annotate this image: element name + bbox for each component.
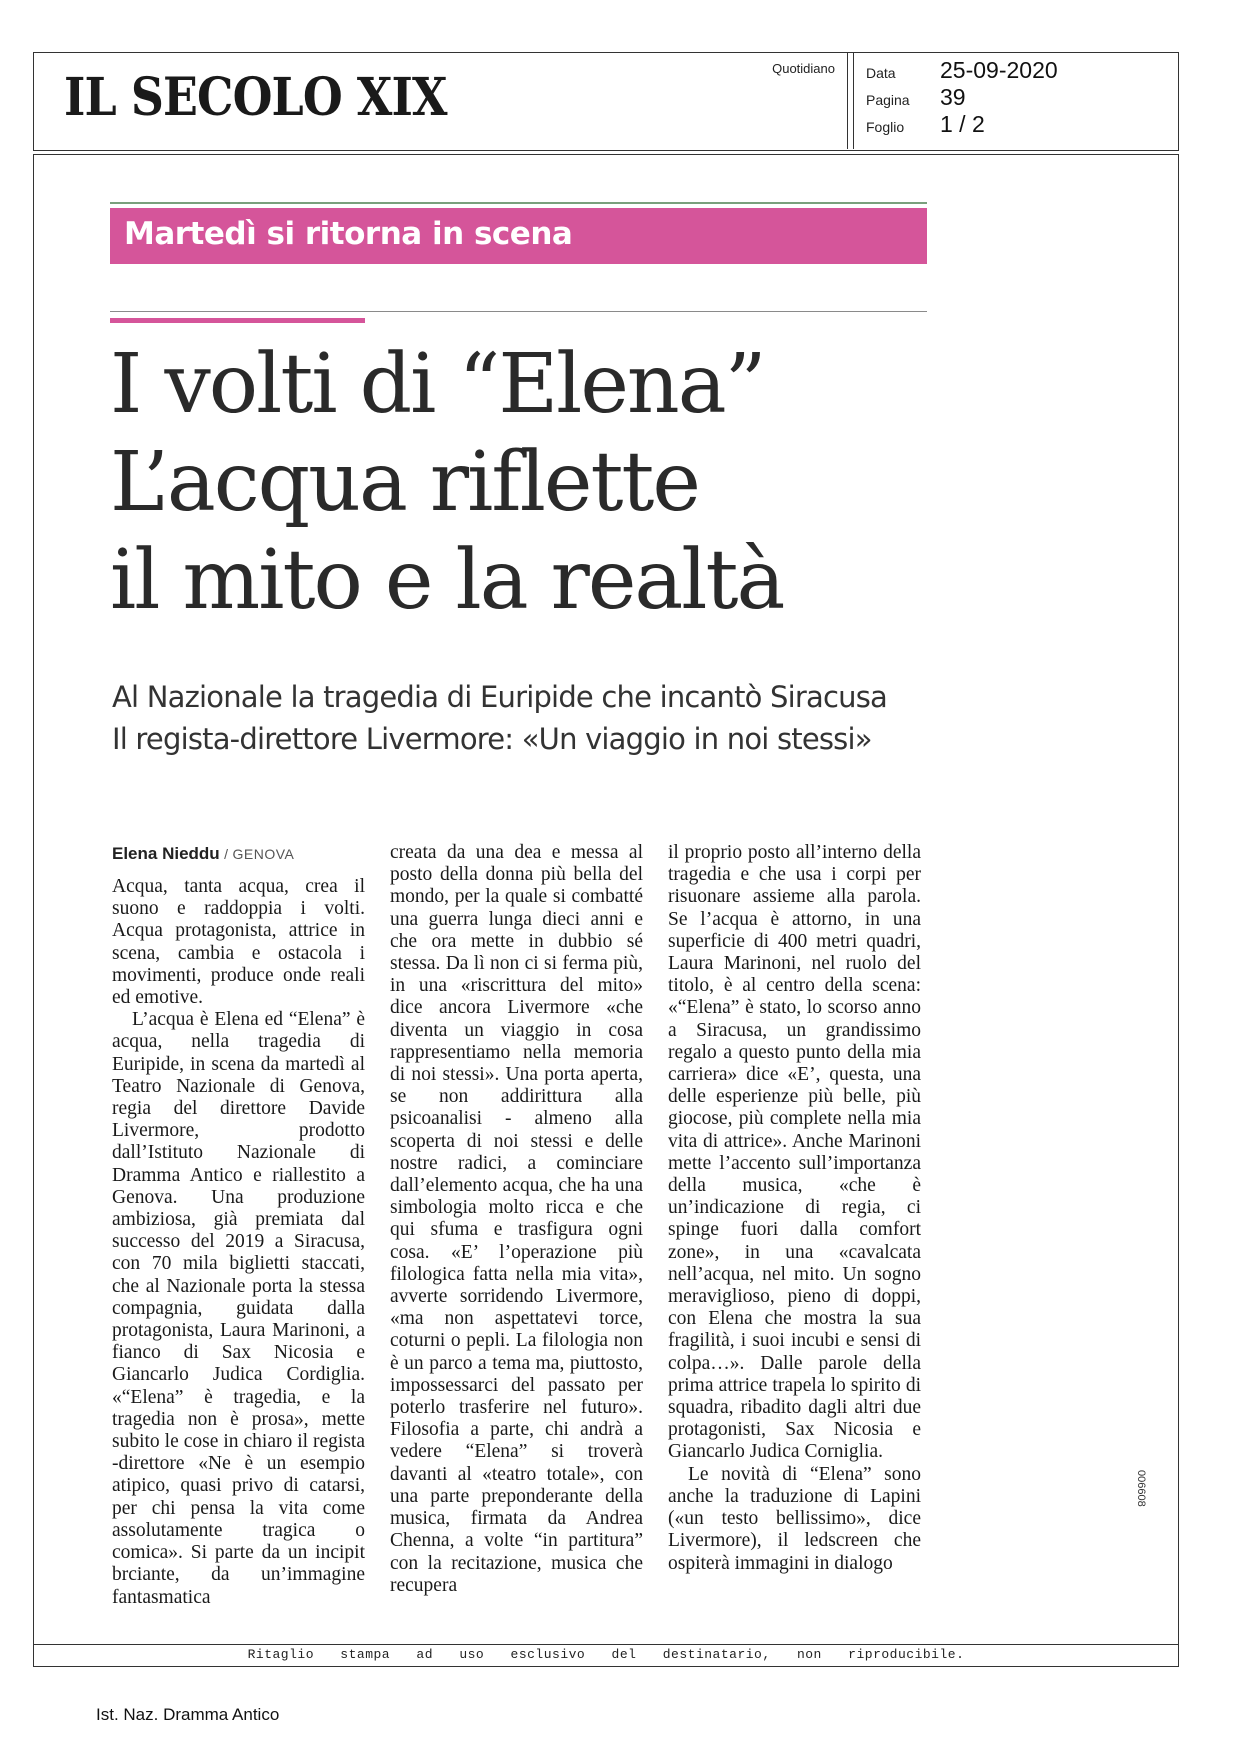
subhead-line: Al Nazionale la tragedia di Euripide che incantò Siracusa [112,680,887,714]
article-column-3 [668,842,921,1575]
subhead-line: Il regista-direttore Livermore: «Un viaggio in noi stessi» [112,722,872,756]
article-headline [110,336,783,630]
meta-cell [853,53,1178,149]
byline [112,844,294,864]
header-box [33,52,1179,151]
headline-line: L’acqua riflette [110,435,699,530]
divider-rule [110,311,927,312]
meta-value: 1 / 2 [940,111,985,137]
paragraph: Le novità di “Elena” sono anche la traduzione di Lapini («un testo bellissimo», dice Livermore), il ledscreen che ospiterà immagini in dialogo [668,1463,921,1574]
publication-type: Quotidiano [772,61,835,76]
paragraph: creata da una dea e messa al posto della donna più bella del mondo, per la quale si combatté una guerra lunga dieci anni e che ora mette in dubbio sé stessa. Da lì non ci si ferma più, in una «riscrittura del mito» dice ancora Livermore «che diventa un viaggio in cosa rappresentiamo nella memoria di noi stessi». Una porta aperta, se non addirittura alla psicoanalisi - almeno alla scoperta di noi stessi e delle nostre radici, a cominciare dall’elemento acqua, che ha una simbologia molto ricca e che qui sfuma e trasfigura ogni cosa. «E’ l’operazione più filologica fatta nella mia vita», avverte sorridendo Livermore, «ma non aspettatevi torce, coturni o pepli. La filologia non è un parco a tema ma, piuttosto, impossessarci del passato per poterlo trasferire nel futuro». Filosofia a parte, chi andrà a vedere “Elena” si troverà davanti al «teatro totale», con una parte preponderante della musica, firmata da Andrea Chenna, a volte “in partitura” con la recitazione, musica che recupera [390,842,643,1596]
meta-label: Data [866,65,896,81]
paragraph: L’acqua è Elena ed “Elena” è acqua, nella tragedia di Euripide, in scena da martedì al Teatro Nazionale di Genova, regia del direttore Davide Livermore, prodotto dall’Istituto Nazionale di Dramma Antico e riallestito a Genova. Una produzione ambiziosa, già premiata dal successo del 2019 a Siracusa, con 70 mila biglietti staccati, che al Nazionale porta la stessa compagnia, guidata dalla protagonista, Laura Marinoni, a fianco di Sax Nicosia e Giancarlo Judica Cordiglia. «“Elena” è tragedia, e la tragedia non è prosa», mette subito le cose in chiaro il regista -direttore «Ne è un esempio atipico, quasi privo di catarsi, per chi pensa la vita come assolutamente tragica o comica». Si parte da un incipit brciante, da un’immagine fantasmatica [112,1009,365,1608]
meta-value: 25-09-2020 [940,57,1058,83]
article-kicker: Martedì si ritorna in scena [124,216,573,252]
kicker-band [110,202,927,270]
article-column-1 [112,876,365,1609]
clip-notice: Ritaglio stampa ad uso esclusivo del destinatario, non riproducibile. [247,1647,965,1662]
meta-row-sheet [866,111,985,138]
paragraph: Acqua, tanta acqua, crea il suono e raddoppia i volti. Acqua protagonista, attrice in scena, cambia e ostacola i movimenti, produce onde reali ed emotive. [112,876,365,1009]
article-column-2 [390,842,643,1597]
article-subhead [112,676,887,760]
clipping-owner: Ist. Naz. Dramma Antico [96,1705,280,1724]
headline-line: I volti di “Elena” [110,337,765,432]
meta-row-date [866,57,1058,84]
meta-label: Foglio [866,119,905,135]
meta-row-page [866,84,966,111]
masthead-cell [34,53,848,149]
headline-line: il mito e la realtà [110,533,784,628]
kicker-background [110,208,927,264]
accent-rule [110,318,365,323]
meta-value: 39 [940,84,966,110]
footer-strip [33,1645,1179,1667]
byline-author: Elena Nieddu [112,844,220,863]
paragraph: il proprio posto all’interno della tragedia e che usa i corpi per risuonare assieme alla parola. Se l’acqua è attorno, in una superficie di 400 metri quadri, Laura Marinoni, nel ruolo del titolo, è al centro della scena: «“Elena” è stato, lo scorso anno a Siracusa, un grandissimo regalo a questo punto della mia carriera» dice «E’, questa, una delle esperienze più belle, più giocose, più complete nella mia vita di attrice». Anche Marinoni mette l’accento sull’importanza della musica, «che è un’indicazione di regia, ci spinge fuori dalla comfort zone», in una «cavalcata nell’acqua, nel mito. Un sogno meraviglioso, pieno di doppi, con Elena che mostra la sua fragilità, i suoi incubi e sensi di colpa…». Dalle parole della prima attrice trapela lo spirito di squadra, ribadito dagli altri due protagonisti, Sax Nicosia e Giancarlo Judica Corniglia. [668,842,921,1463]
newspaper-masthead: IL SECOLO XIX [64,67,447,128]
byline-place: GENOVA [232,846,295,862]
byline-separator: / [224,846,229,862]
clipping-code: 006608 [1135,1470,1147,1507]
meta-label: Pagina [866,92,910,108]
